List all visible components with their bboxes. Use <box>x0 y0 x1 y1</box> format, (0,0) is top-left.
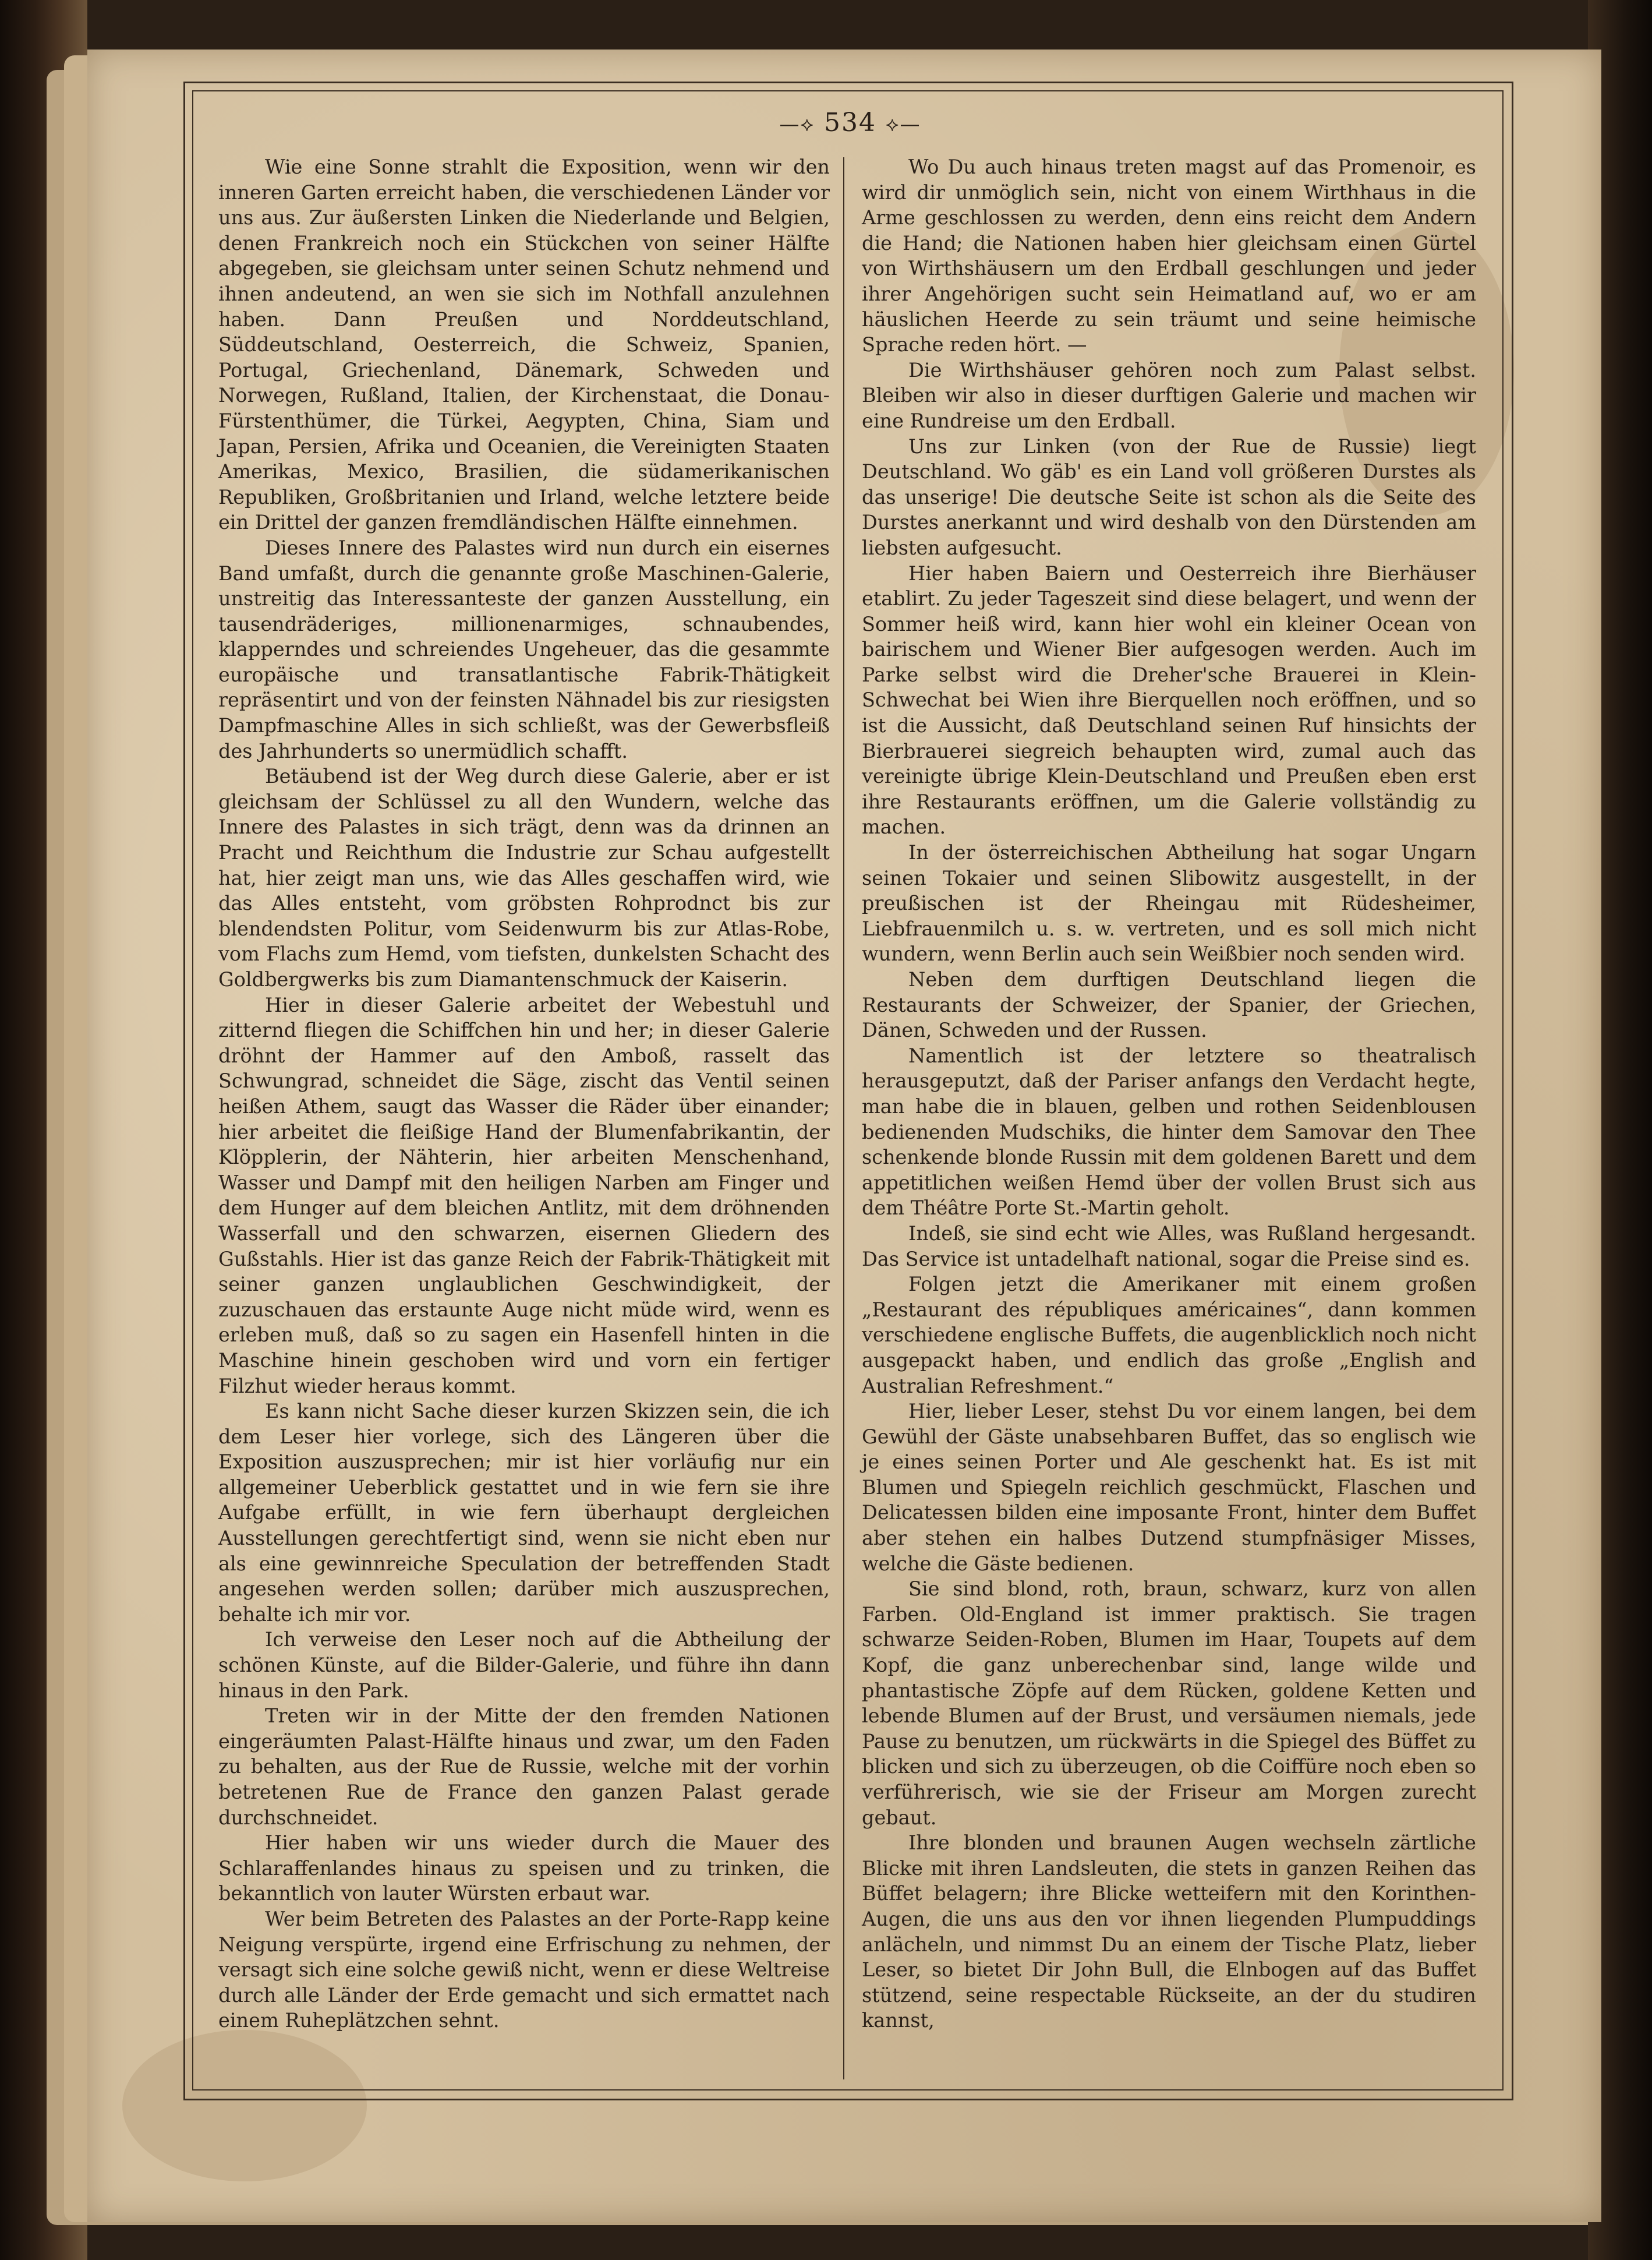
paragraph: Folgen jetzt die Amerikaner mit einem großen „Restaurant des républiques américaines“, dann kommen verschiedene englische Buffets, die augenblicklich noch nicht ausgepackt haben, und endlich das große „English and Australian Refreshment.“ <box>862 1273 1476 1397</box>
paragraph: Dieses Innere des Palastes wird nun durch ein eisernes Band umfaßt, durch die genannte große Maschinen-Galerie, unstreitig das Interessanteste der ganzen Ausstellung, ein tausendräderiges, millionenarmiges, schnaubendes, klapperndes und schreiendes Ungeheuer, das die gesammte europäische und transatlantische Fabrik-Thätigkeit repräsentirt und von der feinsten Nähnadel bis zur riesigsten Dampfmaschine Alles in sich schließt, was der Gewerbsfleiß des Jahrhunderts so unermüdlich schafft. <box>218 536 830 762</box>
page-sheet <box>87 50 1601 2222</box>
paragraph: Es kann nicht Sache dieser kurzen Skizzen sein, die ich dem Leser hier vorlege, sich des Längeren über die Exposition auszusprechen; mir ist hier vorläufig nur ein allgemeiner Ueberblick gestattet und in wie fern sie ihre Aufgabe erfüllt, in wie fern überhaupt dergleichen Ausstellungen gerechtfertigt sind, wenn sie nicht eben nur als eine gewinnreiche Speculation der betreffenden Stadt angesehen werden sollen; darüber mich auszusprechen, behalte ich mir vor. <box>218 1400 830 1626</box>
paragraph: Wie eine Sonne strahlt die Exposition, wenn wir den inneren Garten erreicht haben, die verschiedenen Länder vor uns aus. Zur äußersten Linken die Niederlande und Belgien, denen Frankreich noch ein Stückchen von seiner Hälfte abgegeben, sie gleichsam unter seinen Schutz nehmend und ihnen andeutend, an wen sie sich im Nothfall anzulehnen haben. Dann Preußen und Norddeutschland, Süddeutschland, Oesterreich, die Schweiz, Spanien, Portugal, Griechenland, Dänemark, Schweden und Norwegen, Rußland, Italien, der Kirchenstaat, die Donau-Fürstenthümer, die Türkei, Aegypten, China, Siam und Japan, Persien, Afrika und Oceanien, die Vereinigten Staaten Amerikas, Mexico, Brasilien, die südamerikanischen Republiken, Großbritanien und Irland, welche letztere beide ein Drittel der ganzen fremdländischen Hälfte einnehmen. <box>218 156 830 534</box>
paragraph: Namentlich ist der letztere so theatralisch herausgeputzt, daß der Pariser anfangs den Verdacht hegte, man habe die in blauen, gelben und rothen Seidenblousen bedienenden Mudschiks, die hinter dem Samovar den Thee schenkende blonde Russin mit dem goldenen Barett und dem appetitlichen weißen Hemd über der vollen Brust sich aus dem Théâtre Porte St.-Martin geholt. <box>862 1044 1476 1220</box>
paragraph: Ich verweise den Leser noch auf die Abtheilung der schönen Künste, auf die Bilder-Galerie, und führe ihn dann hinaus in den Park. <box>218 1628 830 1702</box>
paragraph: Hier haben Baiern und Oesterreich ihre Bierhäuser etablirt. Zu jeder Tageszeit sind diese belagert, und wenn der Sommer heiß wird, kann hier wohl ein kleiner Ocean von bairischem und Wiener Bier aufgesogen werden. Auch im Parke selbst wird die Dreher'sche Brauerei in Klein-Schwechat bei Wien ihre Bierquellen noch eröffnen, und so ist die Aussicht, daß Deutschland seinen Ruf hinsichts der Bierbrauerei siegreich behaupten wird, zumal auch das vereinigte übrige Klein-Deutschland und Preußen eben erst ihre Restaurants eröffnen, um die Galerie vollständig zu machen. <box>862 562 1476 839</box>
left-text-column <box>218 154 830 2033</box>
paragraph: Wer beim Betreten des Palastes an der Porte-Rapp keine Neigung verspürte, irgend eine Erfrischung zu nehmen, der versagt sich eine solche gewiß nicht, wenn er diese Weltreise durch alle Länder der Erde gemacht und sich ermattet nach einem Ruheplätzchen sehnt. <box>218 1907 830 2032</box>
paragraph: In der österreichischen Abtheilung hat sogar Ungarn seinen Tokaier und seinen Slibowitz ausgestellt, in der preußischen ist der Rheingau mit Rüdesheimer, Liebfrauenmilch u. s. w. vertreten, und es soll mich nicht wundern, wenn Berlin auch sein Weißbier noch senden wird. <box>862 841 1476 966</box>
left-ornament-icon: —⟡ <box>779 112 815 136</box>
paragraph: Betäubend ist der Weg durch diese Galerie, aber er ist gleichsam der Schlüssel zu all den Wundern, welche das Innere des Palastes in sich trägt, denn was da drinnen an Pracht und Reichthum die Industrie zur Schau aufgestellt hat, hier zeigt man uns, wie das Alles geschaffen wird, wie das Alles entsteht, vom gröbsten Rohprodnct bis zur blendendsten Politur, vom Seidenwurm bis zur Atlas-Robe, vom Flachs zum Hemd, vom tiefsten, dunkelsten Schacht des Goldbergwerks bis zum Diamantenschmuck der Kaiserin. <box>218 765 830 991</box>
paragraph: Hier in dieser Galerie arbeitet der Webestuhl und zitternd fliegen die Schiffchen hin und her; in dieser Galerie dröhnt der Hammer auf den Amboß, rasselt das Schwungrad, schneidet die Säge, zischt das Ventil seinen heißen Athem, saugt das Wasser die Räder über einander; hier arbeitet die fleißige Hand der Blumenfabrikantin, der Klöpplerin, der Nähterin, hier arbeiten Menschenhand, Wasser und Dampf mit den heiligen Narben am Finger und dem Hunger auf dem bleichen Antlitz, mit dem dröhnenden Wasserfall und den schwarzen, eisernen Gliedern des Gußstahls. Hier ist das ganze Reich der Fabrik-Thätigkeit mit seiner ganzen unglaublichen Geschwindigkeit, der zuzuschauen das erstaunte Auge nicht müde wird, wenn es erleben muß, daß so zu sagen ein Hasenfell hinten in die Maschine hinein geschoben wird und vorn ein fertiger Filzhut wieder heraus kommt. <box>218 993 830 1397</box>
paragraph: Hier, lieber Leser, stehst Du vor einem langen, bei dem Gewühl der Gäste unabsehbaren Buffet, das so englisch wie je eines seinen Porter und Ale geschenkt hat. Es ist mit Blumen und Spiegeln reichlich geschmückt, Flaschen und Delicatessen bilden eine imposante Front, hinter dem Buffet aber stehen ein halbes Dutzend stumpfnäsiger Misses, welche die Gäste bedienen. <box>862 1400 1476 1575</box>
paragraph: Treten wir in der Mitte der den fremden Nationen eingeräumten Palast-Hälfte hinaus und zwar, um den Faden zu behalten, aus der Rue de Russie, welche mit der vorhin betretenen Rue de France den ganzen Palast gerade durchschneidet. <box>218 1704 830 1829</box>
paragraph: Die Wirthshäuser gehören noch zum Palast selbst. Bleiben wir also in dieser durftigen Galerie und machen wir eine Rundreise um den Erdball. <box>862 358 1476 432</box>
paragraph: Ihre blonden und braunen Augen wechseln zärtliche Blicke mit ihren Landsleuten, die stets in ganzen Reihen das Büffet belagern; ihre Blicke wetteifern mit den Korinthen-Augen, die uns aus den vor ihnen liegenden Plumpuddings anlächeln, und nimmst Du an einem der Tische Platz, lieber Leser, so bietet Dir John Bull, die Elnbogen auf das Buffet stützend, seine respectable Rückseite, an der du studiren kannst, <box>862 1831 1476 2032</box>
paragraph: Wo Du auch hinaus treten magst auf das Promenoir, es wird dir unmöglich sein, nicht von einem Wirthhaus in die Arme geschlossen zu werden, denn eins reicht dem Andern die Hand; die Nationen haben hier gleichsam einen Gürtel von Wirthshäusern um den Erdball geschlungen und jeder ihrer Angehörigen sucht sein Heimatland auf, wo er am häuslichen Heerde zu sein träumt und seine heimische Sprache reden hört. — <box>862 156 1476 356</box>
paragraph: Uns zur Linken (von der Rue de Russie) liegt Deutschland. Wo gäb' es ein Land voll größeren Durstes als das unserige! Die deutsche Seite ist schon als die Seite des Durstes anerkannt und wird deshalb von den Dürstenden am liebsten aufgesucht. <box>862 435 1476 559</box>
page-number-header <box>716 108 984 137</box>
right-text-column <box>862 154 1476 2033</box>
page-number: 534 <box>824 108 876 137</box>
paragraph: Neben dem durftigen Deutschland liegen die Restaurants der Schweizer, der Spanier, der Griechen, Dänen, Schweden und der Russen. <box>862 968 1476 1042</box>
right-ornament-icon: ⟡— <box>885 112 921 136</box>
paragraph: Indeß, sie sind echt wie Alles, was Rußland hergesandt. Das Service ist untadelhaft national, sogar die Preise sind es. <box>862 1221 1476 1270</box>
paragraph: Sie sind blond, roth, braun, schwarz, kurz von allen Farben. Old-England ist immer praktisch. Sie tragen schwarze Seiden-Roben, Blumen im Haar, Toupets auf dem Kopf, die ganz unberechenbar sind, lange wilde und phantastische Zöpfe auf dem Rücken, goldene Ketten und lebende Blumen auf der Brust, und versäumen niemals, jede Pause zu benutzen, um rückwärts in die Spiegel des Büffet zu blicken und sich zu überzeugen, ob die Coiffüre noch eben so verführerisch, wie sie der Friseur am Morgen zurecht gebaut. <box>862 1577 1476 1829</box>
column-divider <box>843 157 844 2079</box>
paragraph: Hier haben wir uns wieder durch die Mauer des Schlaraffenlandes hinaus zu speisen und zu trinken, die bekanntlich von lauter Würsten erbaut war. <box>218 1831 830 1905</box>
